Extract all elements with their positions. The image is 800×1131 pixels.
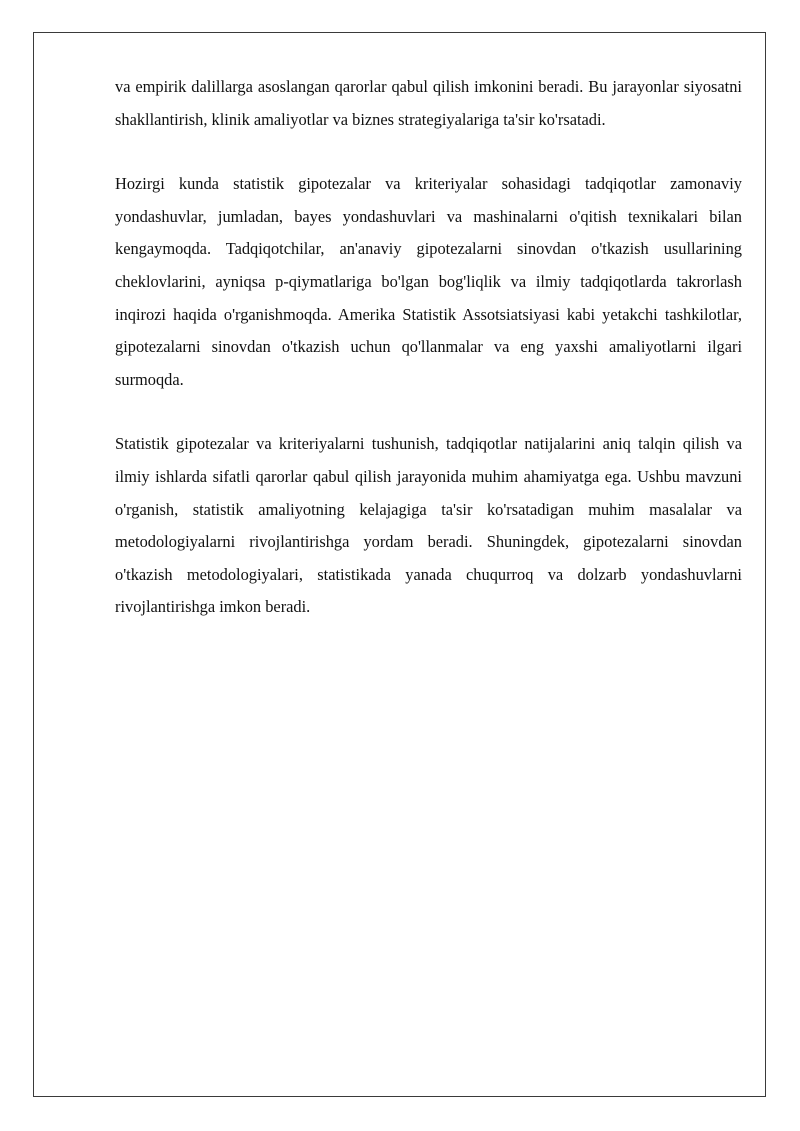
paragraph-1: va empirik dalillarga asoslangan qarorlar qabul qilish imkonini beradi. Bu jarayonlar siyosatni shakllantirish, klinik amaliyotlar va biznes strategiyalariga ta'sir ko'rsatadi. [115,77,742,129]
document-body [115,71,742,656]
paragraph-2: Hozirgi kunda statistik gipotezalar va kriteriyalar sohasidagi tadqiqotlar zamonaviy yondashuvlar, jumladan, bayes yondashuvlari va mashinalarni o'qitish texnikalari bilan kengaymoqda. Tadqiqotchilar, an'anaviy gipotezalarni sinovdan o'tkazish usullarining cheklovlarini, ayniqsa p-qiymatlariga bo'lgan bog'liqlik va ilmiy tadqiqotlarda takrorlash inqirozi haqida o'rganishmoqda. Amerika Statistik Assotsiatsiyasi kabi yetakchi tashkilotlar, gipotezalarni sinovdan o'tkazish uchun qo'llanmalar va eng yaxshi amaliyotlarni ilgari surmoqda. [115,174,742,389]
paragraph-3: Statistik gipotezalar va kriteriyalarni tushunish, tadqiqotlar natijalarini aniq talqin qilish va ilmiy ishlarda sifatli qarorlar qabul qilish jarayonida muhim ahamiyatga ega. Ushbu mavzuni o'rganish, statistik amaliyotning kelajagiga ta'sir ko'rsatadigan muhim masalalar va metodologiyalarni rivojlantirishga yordam beradi. Shuningdek, gipotezalarni sinovdan o'tkazish metodologiyalari, statistikada yanada chuqurroq va dolzarb yondashuvlarni rivojlantirishga imkon beradi. [115,434,742,617]
